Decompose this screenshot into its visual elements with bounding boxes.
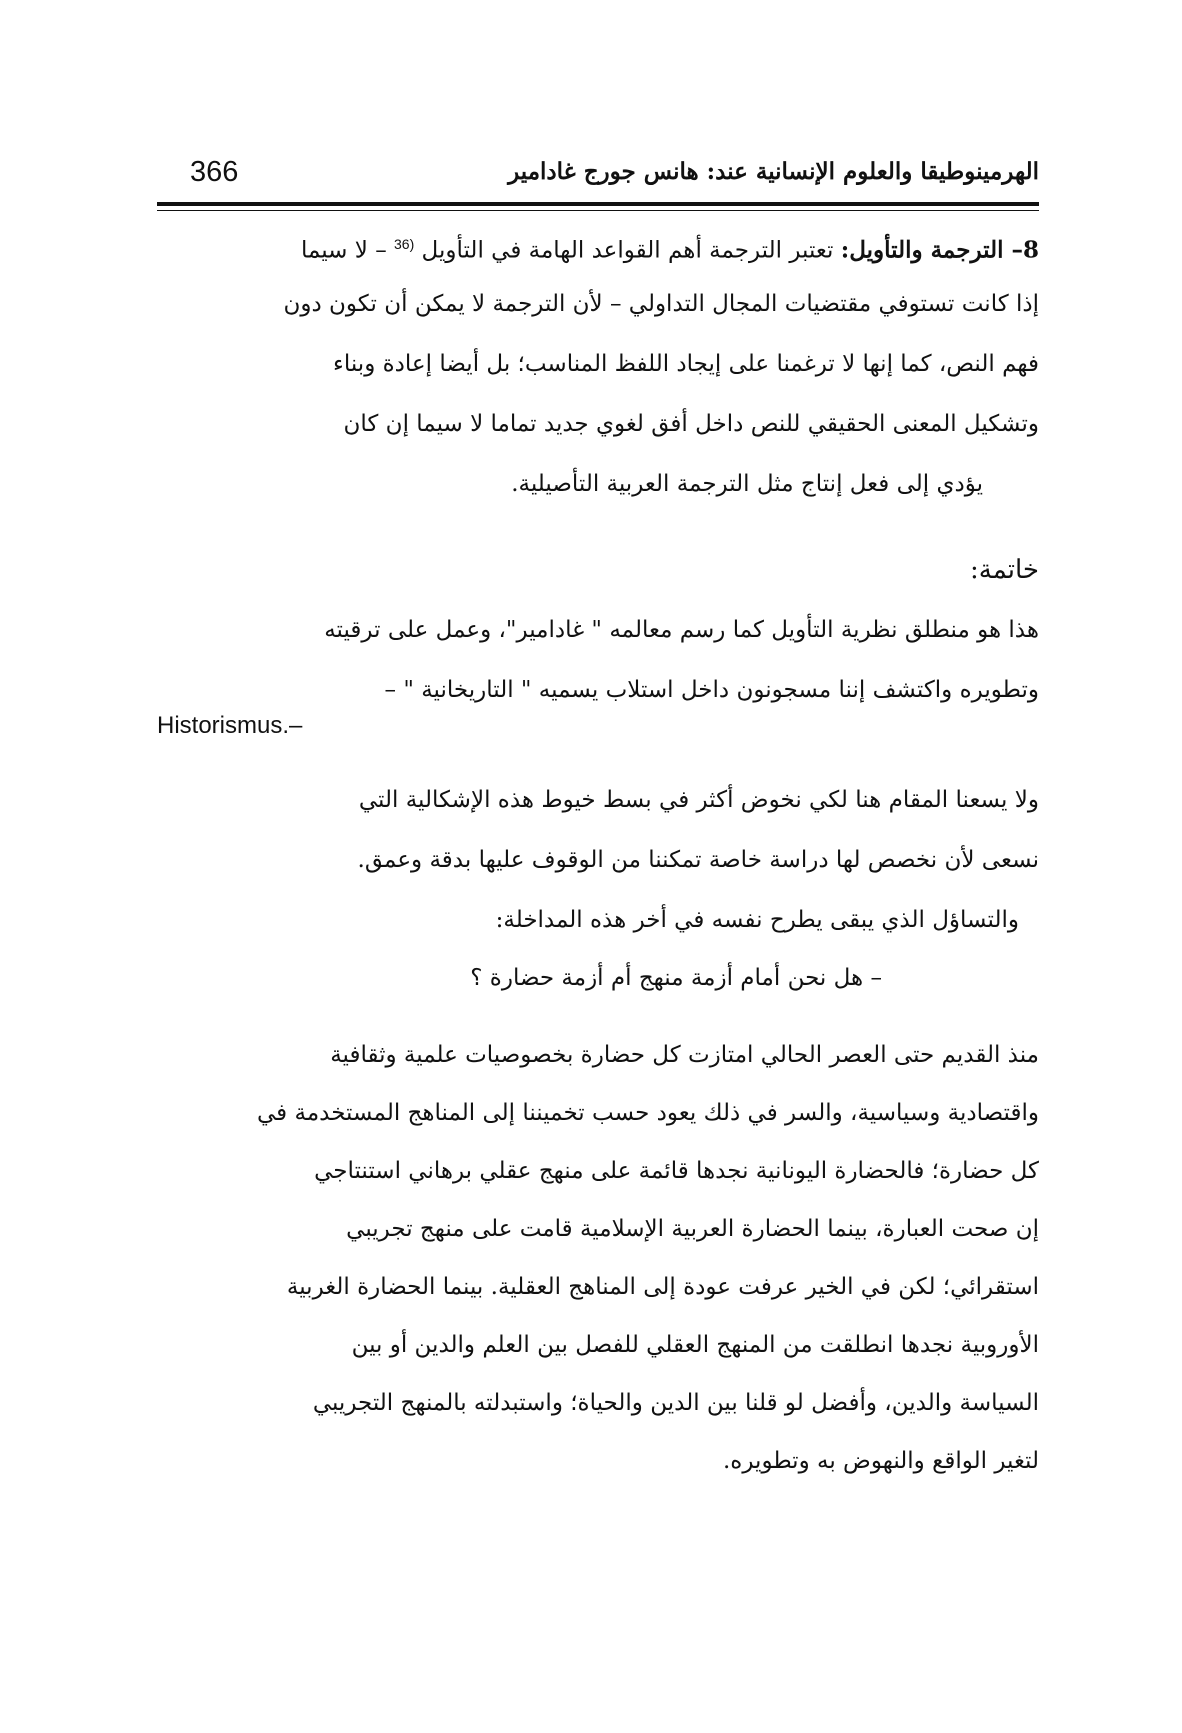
conclusion-p3-line-7: السياسة والدين، وأفضل لو قلنا بين الدين والحياة؛ واستبدلته بالمنهج التجريبي [312,1390,1039,1416]
item-8-lead: 8– الترجمة والتأويل: [840,236,1039,264]
conclusion-section [324,540,1039,720]
conclusion-heading: خاتمة: [970,555,1039,585]
conclusion-p1-line-1: هذا هو منطلق نظرية التأويل كما رسم معالمه " غادامير"، وعمل على ترقيته [324,617,1039,643]
conclusion-p3-line-2: واقتصادية وسياسية، والسر في ذلك يعود حسب تخميننا إلى المناهج المستخدمة في [257,1100,1039,1126]
header-rule-thick [157,202,1039,206]
conclusion-p1-line-2: وتطويره واكتشف إننا مسجونون داخل استلاب يسميه " التاريخانية " – [384,677,1039,703]
conclusion-p2 [358,770,1039,950]
item-8-line-2: إذا كانت تستوفي مقتضيات المجال التداولي – لأن الترجمة لا يمكن أن تكون دون [283,291,1039,317]
item-8-paragraph [283,214,1039,514]
item-8-line-1 [283,214,1039,274]
conclusion-p3-line-5: استقرائي؛ لكن في الخير عرفت عودة إلى المناهج العقلية. بينما الحضارة الغربية [286,1274,1039,1300]
conclusion-p3-line-1: منذ القديم حتى العصر الحالي امتازت كل حضارة بخصوصيات علمية وثقافية [330,1042,1039,1068]
item-8-line-5: يؤدي إلى فعل إنتاج مثل الترجمة العربية التأصيلية. [511,471,983,497]
item-8-line-1-tail: – لا سيما [300,237,395,264]
conclusion-p3-line-4: إن صحت العبارة، بينما الحضارة العربية الإسلامية قامت على منهج تجريبي [346,1216,1039,1242]
conclusion-p2-line-3: والتساؤل الذي يبقى يطرح نفسه في أخر هذه المداخلة: [495,907,1019,933]
conclusion-p3-line-8: لتغير الواقع والنهوض به وتطويره. [722,1448,1039,1474]
conclusion-p2-line-1: ولا يسعنا المقام هنا لكي نخوض أكثر في بسط خيوط هذه الإشكالية التي [358,787,1039,813]
conclusion-p2-line-2: نسعى لأن نخصص لها دراسة خاصة تمكننا من الوقوف عليها بدقة وعمق. [357,847,1039,873]
conclusion-p3-line-3: كل حضارة؛ فالحضارة اليونانية نجدها قائمة على منهج عقلي برهاني استنتاجي [314,1158,1039,1184]
page-number: 366 [190,156,239,188]
header-rule-thin [157,210,1039,211]
running-title: الهرمينوطيقا والعلوم الإنسانية عند: هانس جورج غادامير [508,158,1039,185]
footnote-ref[interactable]: 36) [394,236,415,252]
page-header [157,150,1039,200]
conclusion-p3-line-6: الأوروبية نجدها انطلقت من المنهج العقلي للفصل بين العلم والدين أو بين [351,1332,1039,1358]
conclusion-question [470,948,882,1008]
historismus-term: Historismus.– [157,712,303,739]
item-8-line-3: فهم النص، كما إنها لا ترغمنا على إيجاد اللفظ المناسب؛ بل أيضا إعادة وبناء [333,351,1039,377]
question-line: – هل نحن أمام أزمة منهج أم أزمة حضارة ؟ [470,965,882,991]
item-8-line-4: وتشكيل المعنى الحقيقي للنص داخل أفق لغوي جديد تماما لا سيما إن كان [343,411,1039,437]
conclusion-p3 [257,1026,1039,1490]
item-8-line-1-text: تعتبر الترجمة أهم القواعد الهامة في التأويل [414,237,841,264]
